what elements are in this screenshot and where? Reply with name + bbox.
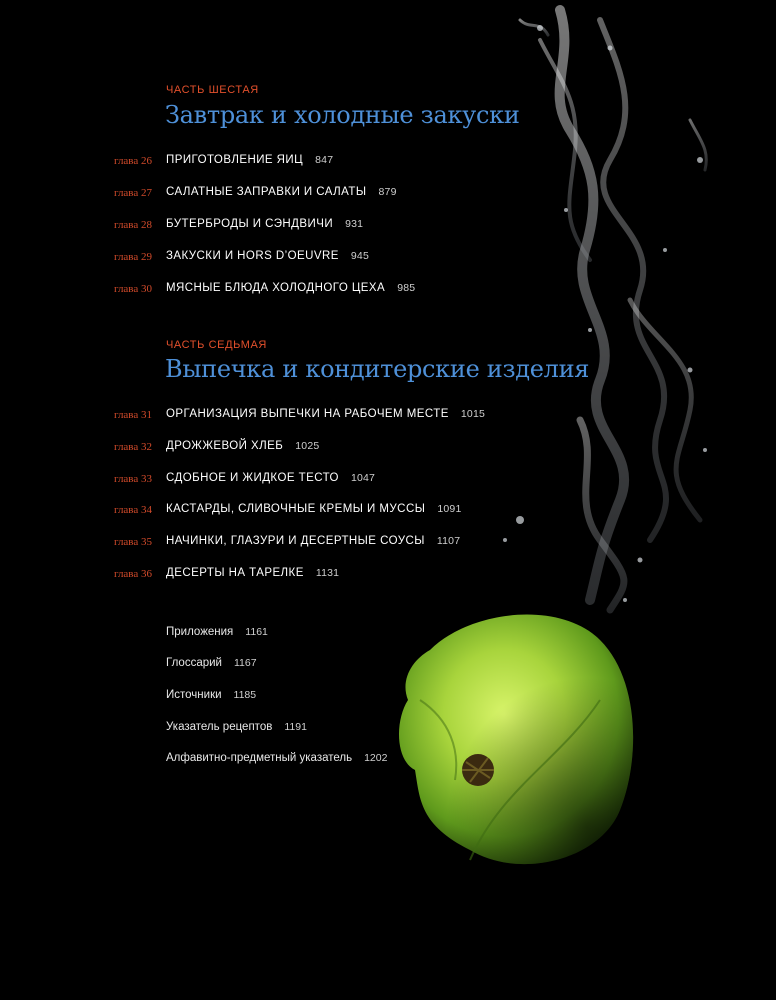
toc-chapter[interactable] — [0, 153, 600, 171]
part6-title: Завтрак и холодные закуски — [165, 101, 520, 129]
chapter-page: 1015 — [460, 408, 486, 420]
chapter-number: глава 33 — [113, 473, 152, 485]
chapter-page: 879 — [378, 186, 397, 198]
appendix-page: 1167 — [233, 657, 257, 669]
appendix-item[interactable]: Приложения 1161 — [166, 626, 268, 638]
chapter-number: глава 35 — [113, 536, 152, 548]
chapter-page: 1047 — [350, 472, 376, 484]
chapter-page: 1025 — [295, 440, 320, 452]
chapter-title[interactable]: КАСТАРДЫ, СЛИВОЧНЫЕ КРЕМЫ И МУССЫ 1091 — [166, 503, 462, 515]
chapter-number: глава 26 — [113, 155, 152, 167]
chapter-page: 1107 — [436, 535, 461, 547]
water-splash-image — [520, 10, 706, 610]
green-tomato-image — [399, 615, 633, 865]
chapter-page: 931 — [345, 218, 364, 230]
chapter-title[interactable]: БУТЕРБРОДЫ И СЭНДВИЧИ 931 — [166, 218, 364, 230]
chapter-title[interactable]: СДОБНОЕ И ЖИДКОЕ ТЕСТО 1047 — [166, 472, 376, 484]
appendix-page: 1185 — [233, 689, 257, 701]
toc-chapter[interactable] — [0, 217, 600, 235]
part6-label: ЧАСТЬ ШЕСТАЯ — [166, 84, 259, 96]
appendix-item[interactable]: Указатель рецептов 1191 — [166, 721, 307, 733]
chapter-title[interactable]: МЯСНЫЕ БЛЮДА ХОЛОДНОГО ЦЕХА 985 — [166, 282, 416, 294]
toc-chapter[interactable] — [0, 502, 600, 520]
chapter-number: глава 36 — [113, 568, 152, 580]
toc-chapter[interactable] — [0, 249, 600, 267]
toc-chapter[interactable] — [0, 185, 600, 203]
chapter-title[interactable]: ЗАКУСКИ И HORS D’OEUVRE 945 — [166, 250, 369, 262]
appendix-item[interactable]: Алфавитно-предметный указатель 1202 — [166, 752, 388, 764]
chapter-number: глава 28 — [113, 219, 152, 231]
chapter-title[interactable]: НАЧИНКИ, ГЛАЗУРИ И ДЕСЕРТНЫЕ СОУСЫ 1107 — [166, 535, 461, 547]
chapter-page: 945 — [350, 250, 369, 262]
chapter-number: глава 29 — [113, 251, 152, 263]
chapter-number: глава 31 — [113, 409, 152, 421]
appendix-item[interactable]: Источники 1185 — [166, 689, 257, 701]
chapter-page: 847 — [315, 154, 334, 166]
chapter-title[interactable]: ДЕСЕРТЫ НА ТАРЕЛКЕ 1131 — [166, 567, 340, 579]
toc-chapter[interactable] — [0, 439, 600, 457]
toc-chapter[interactable] — [0, 566, 600, 584]
chapter-title[interactable]: ОРГАНИЗАЦИЯ ВЫПЕЧКИ НА РАБОЧЕМ МЕСТЕ 1015 — [166, 408, 486, 420]
chapter-title[interactable]: САЛАТНЫЕ ЗАПРАВКИ И САЛАТЫ 879 — [166, 186, 397, 198]
chapter-page: 985 — [397, 282, 416, 294]
chapter-page: 1091 — [437, 503, 462, 515]
chapter-number: глава 27 — [113, 187, 152, 199]
toc-chapter[interactable] — [0, 471, 600, 489]
toc-chapter[interactable] — [0, 534, 600, 552]
appendix-page: 1191 — [284, 721, 307, 733]
chapter-number: глава 34 — [113, 504, 152, 516]
appendix-item[interactable]: Глоссарий 1167 — [166, 657, 257, 669]
appendix-page: 1161 — [245, 626, 268, 638]
appendix-page: 1202 — [364, 752, 388, 764]
chapter-title[interactable]: ДРОЖЖЕВОЙ ХЛЕБ 1025 — [166, 440, 320, 452]
part7-title: Выпечка и кондитерские изделия — [165, 355, 590, 383]
part7-label: ЧАСТЬ СЕДЬМАЯ — [166, 339, 267, 351]
chapter-number: глава 32 — [113, 441, 152, 453]
toc-chapter[interactable] — [0, 407, 600, 425]
chapter-title[interactable]: ПРИГОТОВЛЕНИЕ ЯИЦ 847 — [166, 154, 334, 166]
chapter-number: глава 30 — [113, 283, 152, 295]
toc-chapter[interactable] — [0, 281, 600, 299]
chapter-page: 1131 — [315, 567, 340, 579]
